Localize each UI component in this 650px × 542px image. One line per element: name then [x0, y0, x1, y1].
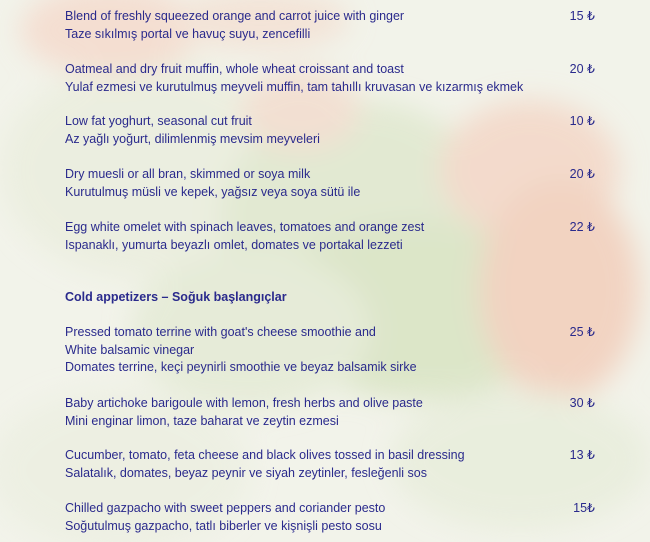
item-name-en: Pressed tomato terrine with goat's cheese smoothie and: [65, 325, 376, 339]
item-name-tr: Kurutulmuş müsli ve kepek, yağsız veya soya sütü ile: [65, 184, 361, 199]
item-name-en: Chilled gazpacho with sweet peppers and coriander pesto: [65, 501, 386, 515]
menu-item: [65, 447, 595, 482]
section-heading: Cold appetizers – Soğuk başlangıçlar: [65, 290, 287, 304]
item-price: 22 ₺: [569, 220, 595, 234]
item-name-en-cont: White balsamic vinegar: [65, 342, 195, 357]
item-name-en: Oatmeal and dry fruit muffin, whole wheat croissant and toast: [65, 62, 404, 76]
item-name-en: Baby artichoke barigoule with lemon, fresh herbs and olive paste: [65, 396, 423, 410]
item-name-en: Blend of freshly squeezed orange and carrot juice with ginger: [65, 9, 405, 23]
item-price: 15 ₺: [569, 9, 595, 23]
menu-item: [65, 61, 595, 96]
item-price: 25 ₺: [569, 325, 595, 339]
item-name-tr: Salatalık, domates, beyaz peynir ve siyah zeytinler, fesleğenli sos: [65, 465, 427, 480]
menu-item: [65, 324, 595, 377]
item-price: 10 ₺: [569, 114, 595, 128]
item-name-tr: Yulaf ezmesi ve kurutulmuş meyveli muffin, tam tahıllı kruvasan ve kızarmış ekmek: [65, 79, 524, 94]
menu-item: [65, 219, 595, 254]
item-name-tr: Mini enginar limon, taze baharat ve zeytin ezmesi: [65, 413, 339, 428]
menu-item: [65, 166, 595, 201]
item-name-en: Cucumber, tomato, feta cheese and black olives tossed in basil dressing: [65, 448, 465, 462]
item-price: 30 ₺: [569, 396, 595, 410]
item-price: 13 ₺: [569, 448, 595, 462]
item-name-en: Low fat yoghurt, seasonal cut fruit: [65, 114, 252, 128]
menu-item: [65, 8, 595, 43]
item-name-tr: Taze sıkılmış portal ve havuç suyu, zencefilli: [65, 26, 311, 41]
item-name-tr: Az yağlı yoğurt, dilimlenmiş mevsim meyveleri: [65, 131, 320, 146]
menu-item: [65, 113, 595, 148]
menu-item: [65, 395, 595, 430]
item-name-en: Dry muesli or all bran, skimmed or soya milk: [65, 167, 311, 181]
item-name-tr: Ispanaklı, yumurta beyazlı omlet, domates ve portakal lezzeti: [65, 237, 403, 252]
item-name-tr: Domates terrine, keçi peynirli smoothie ve beyaz balsamik sirke: [65, 360, 417, 374]
item-price: 20 ₺: [569, 62, 595, 76]
item-price: 20 ₺: [569, 167, 595, 181]
item-price: 15₺: [573, 501, 595, 515]
item-name-en: Egg white omelet with spinach leaves, tomatoes and orange zest: [65, 220, 425, 234]
item-name-tr: Soğutulmuş gazpacho, tatlı biberler ve kişnişli pesto sosu: [65, 518, 382, 533]
menu-item: [65, 500, 595, 535]
